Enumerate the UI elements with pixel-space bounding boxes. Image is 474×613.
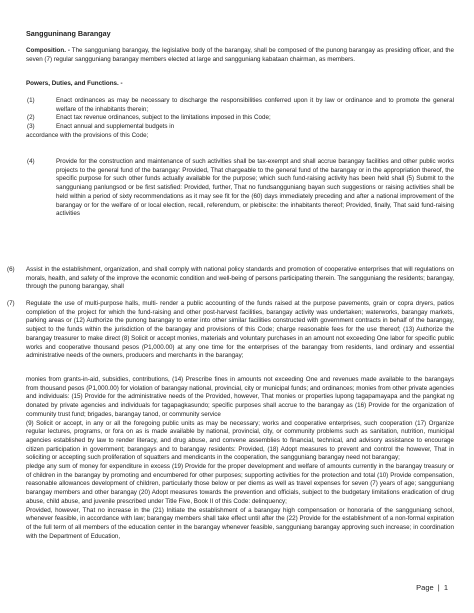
list-item-text: Enact ordinances as may be necessary to discharge the responsibilities conferred upon it by law or ordinance and to promote the general welfare of the inhabitants therein; [56, 97, 454, 113]
list-item-number: (3) [27, 123, 35, 130]
composition-text: The sangguniang barangay, the legislative body of the barangay, shall be composed of the punong barangay as presiding officer, and the seven (7) regular sangguniang barangay members elected at large and sangguniang kabataan chairman, as members. [26, 47, 455, 63]
continuation-paragraph: pledge any sum of money for expenditure in excess (19) Provide for the proper development and welfare of amounts currently in the barangay treasury or of children in the barangay by promoting and encumbered for other purposes; supporting activities for the protection and total (10) Provide compensation, reasonable allowances development of children, particularly those below or per diems as well as travel expenses for seven (7) years of age; sangguniang barangay members and other barangay (20) Adopt measures towards the prevention and officials, subject to the budgetary limitations eradication of drug abuse, child abuse, and juvenile prescribed under Title Five, Book II of this Code: delinquency; [26, 463, 454, 505]
list-item-text: Regulate the use of multi-purpose halls, multi- render a public accounting of the funds raised at the purpose pavements, grain or copra dryers, patios completion of the project for which the fund-raising and other post-harvest facilities, barangay activity was undertaken; waterworks, barangay markets, parking areas or (12) Authorize the punong barangay to enter into other similar facilities constructed with government contracts in behalf of the barangay, subject to the funds within the jurisdiction of the barangay and provisions of this Code; charge reasonable fees for the use thereof; (13) Authorize the barangay treasurer to make direct (8) Solicit or accept monies, materials and voluntary purchases in an amount not exceeding One labor for specific public works and cooperative thousand pesos (P1,000.00) at any one time for the enterprises of the barangay from residents, land ordinary and essential administrative needs of the owners, producers and merchants in the barangay; [26, 300, 454, 360]
list-item-text: Assist in the establishment, organization, and shall comply with national policy standards and promotion of cooperative enterprises that will regulations on morals, health, and safety of the improve the economic condition and well-being of persons participating therein. The sangguniang the residents; barangay, through the punong barangay, shall [26, 266, 454, 291]
list-item [27, 123, 454, 132]
list-item-number: (6) [7, 266, 15, 273]
page-footer [416, 583, 448, 592]
continuation-paragraph: Provided, however, That no increase in the (21) Initiate the establishment of a barangay high compensation or honoraria of the sangguniang school, whenever feasible, in accordance with law; barangay members shall take effect until after the (22) Provide for the establishment of a non-formal expiration of the full term of all members of the education center in the barangay whenever feasible, sangguniang barangay approving such increase; in coordination with the Department of Education, [26, 506, 454, 540]
list-item [7, 300, 454, 361]
composition-label: Composition. - [26, 47, 70, 54]
continuation-text [26, 376, 454, 541]
page-number: 1 [443, 583, 448, 592]
list-item-text: Provide for the construction and maintenance of such activities shall be tax-exempt and shall accrue barangay facilities and other public works projects to the general fund of the barangay: Provided, That chargeable to the general fund of the barangay or in the appropriation thereof, the specific purpose for such other funds actually available for the purpose; which such fund-raising activity has been held shall (5) Submit to the sangguniang panlungsod or be first satisfied: Provided, further, That no fundsangguniang bayan such suggestions or raising activities shall be held within a period of sixty recommendations as it may see fit for the (60) days immediately preceding and after a national improvement of the barangay or for the welfare of or local election, recall, referendum, or plebiscite: the inhabitants thereof; Provided, finally, That said fund-raising activities [56, 158, 454, 218]
page-label: Page [416, 583, 434, 592]
list-item-number: (2) [27, 114, 35, 121]
list-item-text: Enact tax revenue ordinances, subject to the limitations imposed in this Code; [56, 114, 271, 121]
document-title: Sangguninang Barangay [26, 29, 111, 38]
list-item [27, 97, 454, 114]
list-item-number: (1) [27, 97, 35, 104]
list-item [27, 114, 454, 123]
accordance-line: accordance with the provisions of this Code; [26, 132, 149, 139]
powers-heading: Powers, Duties, and Functions. - [26, 80, 123, 87]
list-item-text: Enact annual and supplemental budgets in [56, 123, 175, 130]
list-item [7, 266, 454, 292]
list-item [27, 158, 454, 219]
continuation-paragraph: (9) Solicit or accept, in any or all the foregoing public units as may be necessary; works and cooperative enterprises, such cooperation (17) Organize regular lectures, programs, or fora on as is made available by national, provincial, city, or community problems such as sanitation, nutrition, municipal agencies established by law to render literacy, and drug abuse, and convene assemblies to financial, technical, and advisory assistance to encourage citizen participation in government; barangays and to barangay residents: Provided, (18) Adopt measures to prevent and control the however, That in soliciting or accepting such proliferation of squatters and mendicants in the cooperation, the sangguniang barangay need not barangay; [26, 419, 454, 462]
list-item-number: (7) [7, 300, 15, 307]
list-item-number: (4) [27, 158, 35, 165]
page-separator: | [437, 583, 440, 592]
continuation-paragraph: monies from grants-in-aid, subsidies, contributions, (14) Prescribe fines in amounts not exceeding One and revenues made available to the barangays from thousand pesos (P1,000.00) for violation of barangay national, provincial, city or municipal funds; and ordinances; monies from other private agencies and individuals: (15) Provide for the administrative needs of the Provided, however, That monies or properties lupong tagapamayapa and the pangkat ng donated by private agencies and individuals for tagapagkasundo; specific purposes shall accrue to the barangay as (16) Provide for the organization of community trust fund; brigades, barangay tanod, or community service [26, 376, 454, 418]
composition-paragraph [26, 47, 454, 64]
